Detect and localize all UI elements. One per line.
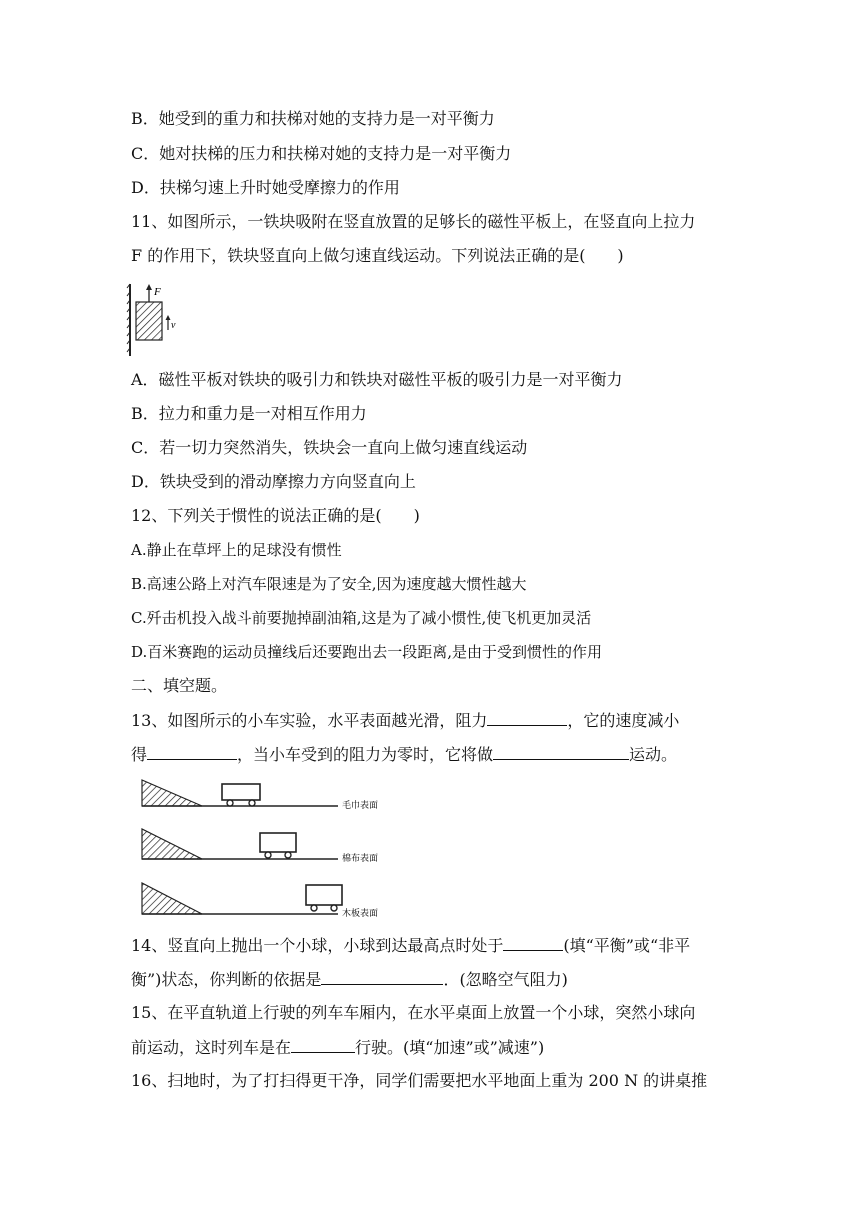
q13-text-e: 运动。 xyxy=(629,745,678,764)
q12-option-d: D.百米赛跑的运动员撞线后还要跑出去一段距离,是由于受到惯性的作用 xyxy=(131,643,603,661)
q15-text-b: 行驶。(填“加速”或”减速”) xyxy=(355,1038,545,1057)
surface-label-cotton: 棉布表面 xyxy=(342,854,379,864)
q14-line1 xyxy=(131,934,690,957)
cart-3 xyxy=(306,885,342,905)
q12-option-b: B.高速公路上对汽车限速是为了安全,因为速度越大惯性越大 xyxy=(131,575,527,593)
cart-experiment-figure xyxy=(138,776,400,920)
q15-line2 xyxy=(131,1036,544,1059)
q14-text-b: (填“平衡”或“非平 xyxy=(563,936,691,955)
q10-option-c: C．她对扶梯的压力和扶梯对她的支持力是一对平衡力 xyxy=(131,144,512,163)
wood-surface-row xyxy=(142,883,378,919)
q11-stem-line1: 11、如图所示，一铁块吸附在竖直放置的足够长的磁性平板上，在竖直向上拉力 xyxy=(131,212,696,231)
q13-text-c: 得 xyxy=(131,745,148,764)
q13-line2 xyxy=(131,743,677,766)
ramp-3 xyxy=(142,883,202,914)
q13-blank-3 xyxy=(493,743,629,760)
cart-2 xyxy=(260,833,296,852)
q11-option-b: B．拉力和重力是一对相互作用力 xyxy=(131,404,367,423)
q15-text-a: 前运动，这时列车是在 xyxy=(131,1038,292,1057)
surface-label-towel: 毛巾表面 xyxy=(342,801,379,811)
q13-text-b: ，它的速度减小 xyxy=(567,711,680,730)
cart-1 xyxy=(222,784,260,800)
ramp-2 xyxy=(142,829,202,859)
force-label: F xyxy=(154,286,161,298)
q13-blank-1 xyxy=(487,709,567,726)
section-heading-fill-blank: 二、填空题。 xyxy=(131,676,228,695)
q10-option-d: D．扶梯匀速上升时她受摩擦力的作用 xyxy=(131,178,400,197)
iron-block xyxy=(136,302,162,340)
q14-text-d: ．(忽略空气阻力) xyxy=(443,970,568,989)
q13-text-a: 13、如图所示的小车实验，水平表面越光滑，阻力 xyxy=(131,711,488,730)
q11-stem-line2: F 的作用下，铁块竖直向上做匀速直线运动。下列说法正确的是( ) xyxy=(131,246,624,265)
q11-option-d: D．铁块受到的滑动摩擦力方向竖直向上 xyxy=(131,472,416,491)
q12-stem: 12、下列关于惯性的说法正确的是( ) xyxy=(131,506,420,525)
q16-line1: 16、扫地时，为了打扫得更干净，同学们需要把水平地面上重为 200 N 的讲桌推 xyxy=(131,1071,708,1090)
q13-text-d: ，当小车受到的阻力为零时，它将做 xyxy=(237,745,494,764)
q14-text-a: 14、竖直向上抛出一个小球，小球到达最高点时处于 xyxy=(131,936,504,955)
q15-blank xyxy=(291,1036,355,1053)
q11-option-c: C．若一切力突然消失，铁块会一直向上做匀速直线运动 xyxy=(131,438,528,457)
q10-option-b: B．她受到的重力和扶梯对她的支持力是一对平衡力 xyxy=(131,109,495,128)
ramp-1 xyxy=(142,780,202,806)
q13-line1 xyxy=(131,709,679,732)
q14-blank-1 xyxy=(503,934,563,951)
q11-option-a: A．磁性平板对铁块的吸引力和铁块对磁性平板的吸引力是一对平衡力 xyxy=(131,370,623,389)
towel-surface-row xyxy=(142,780,378,811)
q14-text-c: 衡”)状态，你判断的依据是 xyxy=(131,970,322,989)
q12-option-a: A.静止在草坪上的足球没有惯性 xyxy=(131,541,342,559)
cotton-surface-row xyxy=(142,829,378,864)
magnetic-plate-figure xyxy=(124,282,184,358)
q12-option-c: C.歼击机投入战斗前要抛掉副油箱,这是为了减小惯性,使飞机更加灵活 xyxy=(131,609,592,627)
surface-label-wood: 木板表面 xyxy=(342,909,379,919)
q13-blank-2 xyxy=(147,743,237,760)
velocity-label: v xyxy=(171,320,176,331)
q15-line1: 15、在平直轨道上行驶的列车车厢内，在水平桌面上放置一个小球，突然小球向 xyxy=(131,1003,696,1022)
q14-line2 xyxy=(131,968,568,991)
q14-blank-2 xyxy=(321,968,443,985)
